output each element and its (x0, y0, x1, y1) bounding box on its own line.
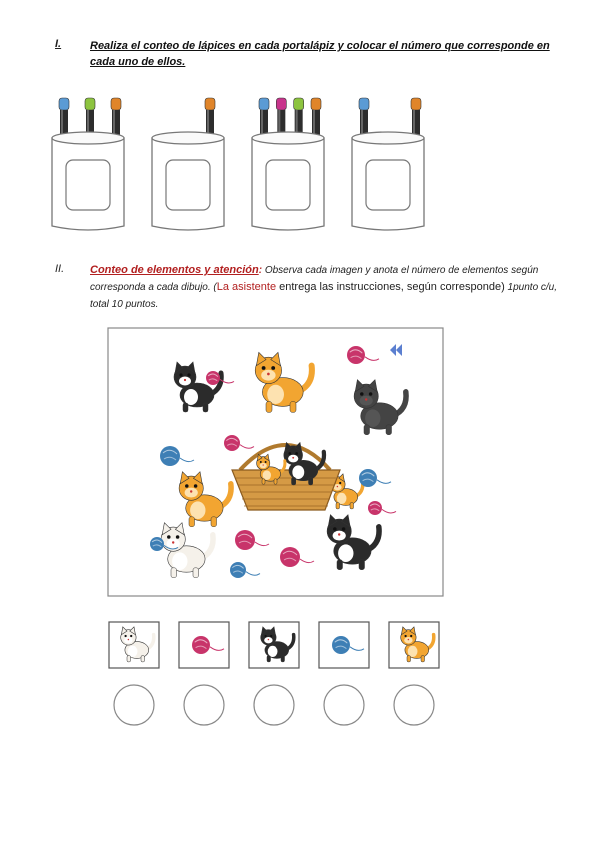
legend-row (109, 622, 439, 668)
cat-eye (194, 484, 198, 488)
cat-nose (267, 373, 270, 376)
answer-circle-white-cat (114, 685, 154, 725)
cat-nose (190, 490, 192, 492)
yarn-body (150, 537, 164, 551)
yarn-body (160, 446, 180, 466)
cat-eye (339, 482, 341, 484)
pencil-shine (61, 110, 63, 136)
answer-circle-black-cat (254, 685, 294, 725)
pencil-shine (113, 110, 115, 136)
cat-eye (295, 452, 298, 455)
cat-eye (342, 527, 346, 531)
legend-box-blue-yarn (319, 622, 369, 668)
section-1-number: I. (55, 38, 62, 50)
cat-eye (360, 392, 364, 396)
pencil-shine (207, 110, 209, 136)
cat-eye (260, 461, 262, 463)
cat-eye (333, 527, 337, 531)
yarn-body (368, 501, 382, 515)
pencil-cap (359, 98, 369, 110)
cat-eye (404, 635, 406, 637)
pencil-cap (85, 98, 95, 110)
cat-leg (364, 425, 370, 435)
yarn-body (206, 371, 220, 385)
cat-eye (271, 366, 275, 370)
pencil-holder-2 (152, 98, 224, 230)
cat-eye (262, 366, 266, 370)
holder-rim (252, 132, 324, 144)
cat-leg (193, 568, 199, 578)
cat-eye (410, 635, 412, 637)
pencil-shine (413, 110, 415, 136)
section-2-colon: : (258, 265, 263, 276)
cat-leg (203, 403, 208, 412)
yarn-body (230, 562, 246, 578)
cat-leg (171, 568, 177, 578)
answer-circle-blue-yarn (324, 685, 364, 725)
pencil-2 (85, 98, 95, 136)
pencil-3 (294, 98, 304, 136)
cat-leg (386, 425, 392, 435)
cat-leg (141, 656, 145, 662)
cat-nose (292, 457, 294, 459)
cat-nose (172, 541, 174, 543)
cat-eye (264, 635, 266, 637)
pencil-holder-4 (352, 98, 424, 230)
cat-eye (185, 484, 189, 488)
cat-leg (189, 517, 195, 527)
pencil-cap (311, 98, 321, 110)
cat-belly (184, 389, 198, 405)
cat-leg (421, 656, 425, 662)
cat-nose (365, 398, 367, 400)
pencil-holder-1 (52, 98, 124, 230)
pencil-shine (313, 110, 315, 136)
pencil-4 (311, 98, 321, 136)
cat-leg (407, 656, 411, 662)
answer-circle-pink-yarn (184, 685, 224, 725)
cat-nose (338, 533, 340, 535)
yarn-body (224, 435, 240, 451)
cat-nose (408, 639, 410, 641)
section-2-text-b: entrega las instrucciones, según corresponde) (276, 281, 505, 293)
pencil-cap (259, 98, 269, 110)
holder-rim (352, 132, 424, 144)
cat-leg (274, 479, 277, 484)
section-2-title: Conteo de elementos y atención (90, 264, 259, 276)
cat-nose (337, 486, 339, 488)
cat-nose (184, 379, 186, 381)
section-2-text-a: Observa cada imagen y anota el número de elementos según corresponda a cada dibujo. ( (90, 265, 539, 293)
cat-leg (292, 477, 296, 485)
answer-circle-orange-cat (394, 685, 434, 725)
cat-belly (268, 646, 278, 657)
legend-box-pink-yarn (179, 622, 229, 668)
cat-nose (268, 639, 270, 641)
answer-circles (114, 685, 434, 725)
pencil-cap (294, 98, 304, 110)
cat-eye (270, 635, 272, 637)
cat-eye (179, 373, 182, 376)
pencil-cap (59, 98, 69, 110)
legend-box-white-cat (109, 622, 159, 668)
section-2-instruction (90, 262, 570, 313)
yarn-body (235, 530, 255, 550)
yarn-body (359, 469, 377, 487)
cat-leg (266, 402, 272, 413)
pencil-1 (205, 98, 215, 136)
cat-eye (288, 452, 291, 455)
pencil-cap (276, 98, 286, 110)
cat-leg (267, 656, 271, 662)
pencil-cap (411, 98, 421, 110)
cat-belly (190, 501, 205, 519)
pencil-shine (261, 110, 263, 136)
pencil-holders (52, 98, 424, 230)
pencil-holder-3 (252, 98, 324, 230)
yarn-body (192, 636, 210, 654)
section-2-number: II. (55, 263, 65, 275)
cat-nose (128, 639, 130, 641)
holder-answer-box (166, 160, 210, 210)
holder-rim (152, 132, 224, 144)
cat-leg (262, 479, 265, 484)
cat-leg (211, 517, 217, 527)
cat-eye (187, 373, 190, 376)
yarn-body (347, 346, 365, 364)
pencil-2 (276, 98, 286, 136)
cat-belly (408, 646, 418, 657)
holder-answer-box (266, 160, 310, 210)
pencil-shine (361, 110, 363, 136)
pencil-2 (411, 98, 421, 136)
pencil-1 (259, 98, 269, 136)
cat-eye (130, 635, 132, 637)
legend-box-black-cat (249, 622, 299, 668)
cat-leg (281, 656, 285, 662)
holder-answer-box (366, 160, 410, 210)
cat-belly (172, 552, 187, 570)
basket-body (232, 470, 340, 510)
cat-eye (167, 535, 171, 539)
pencil-1 (59, 98, 69, 136)
pencil-3 (111, 98, 121, 136)
pencil-1 (359, 98, 369, 136)
section-1-instruction: Realiza el conteo de lápices en cada portalápiz y colocar el número que corresponde en cada uno de ellos. (90, 40, 550, 68)
cat-eye (124, 635, 126, 637)
cat-leg (127, 656, 131, 662)
cat-leg (336, 503, 340, 509)
cat-belly (292, 465, 304, 479)
cat-eye (369, 392, 373, 396)
holder-rim (52, 132, 124, 144)
holder-answer-box (66, 160, 110, 210)
cat-belly (365, 409, 380, 427)
section-2-text-c: 1punto c/u, total 10 puntos. (90, 282, 558, 310)
pencil-cap (111, 98, 121, 110)
cat-belly (267, 385, 284, 404)
cat-leg (350, 503, 354, 509)
yarn-body (280, 547, 300, 567)
section-2-asistente: La asistente (216, 281, 277, 293)
cat-eye (265, 461, 267, 463)
legend-box-orange-cat (389, 622, 439, 668)
cat-leg (359, 560, 365, 570)
cat-nose (263, 464, 264, 465)
cat-belly (337, 493, 347, 504)
yarn-body (332, 636, 350, 654)
cat-leg (290, 402, 296, 413)
cat-leg (337, 560, 343, 570)
pencil-cap (205, 98, 215, 110)
cat-belly (338, 544, 353, 562)
cat-leg (309, 477, 313, 485)
cat-belly (128, 646, 138, 657)
cat-leg (183, 403, 188, 412)
cat-eye (176, 535, 180, 539)
